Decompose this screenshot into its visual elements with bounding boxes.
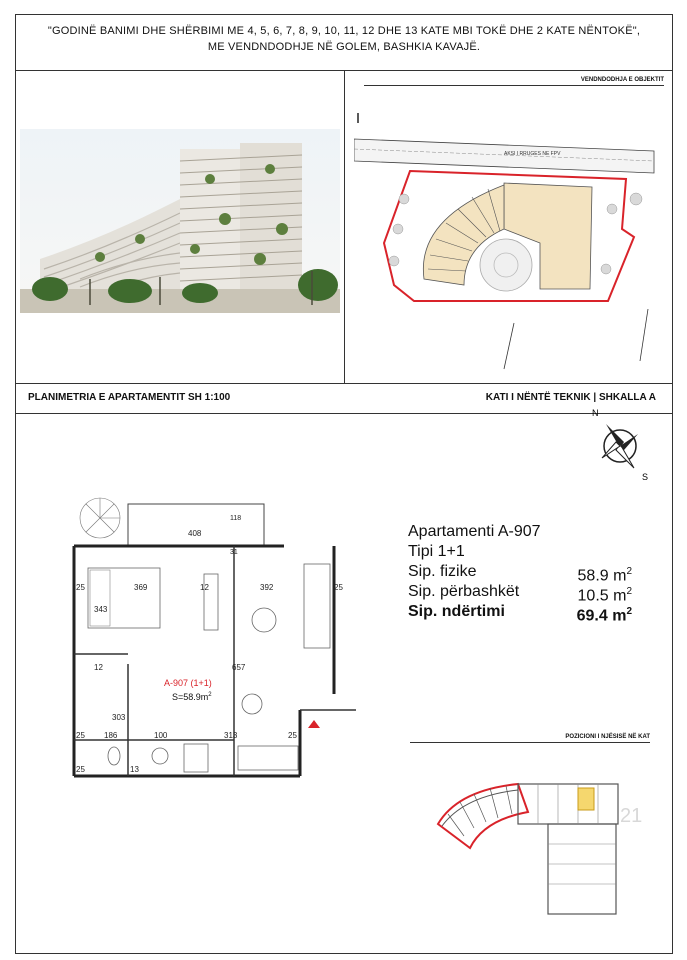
header-line-2: ME VENDNDODHJE NË GOLEM, BASHKIA KAVAJË. — [207, 41, 481, 53]
dim-label: 25 — [288, 731, 297, 740]
dim-label: 25 — [76, 583, 85, 592]
location-title: VENDNDODHJA E OBJEKTIT — [364, 77, 664, 86]
location-panel — [354, 71, 670, 379]
site-plan — [354, 79, 670, 379]
watermark-text: 21 — [620, 805, 643, 827]
area-label: Sip. ndërtimi — [408, 603, 505, 620]
compass-north: N — [592, 408, 599, 418]
area-label: Sip. përbashkët — [408, 583, 520, 600]
panel-divider — [344, 71, 345, 383]
header-line-1: "GODINË BANIMI DHE SHËRBIMI ME 4, 5, 6, 7, 8, 9, 10, 11, 12 DHE 13 KATE MBI TOKË DHE 2 KATE NËNTOKË", — [47, 25, 641, 37]
dim-label: 186 — [104, 731, 118, 740]
project-header — [16, 15, 672, 71]
area-value: 69.4 $m^2$ — [576, 606, 632, 625]
area-value: 58.9 $m^2$ — [577, 566, 632, 585]
dim-label: 31 — [230, 549, 238, 556]
north-arrow-icon — [580, 402, 660, 482]
highlighted-unit — [578, 788, 594, 810]
apartment-info — [408, 522, 644, 625]
position-title: POZICIONI I NJËSISË NË KAT — [410, 734, 650, 743]
road-label: AKSI I RRUGES NE FPV — [504, 151, 561, 157]
area-row-common — [408, 582, 644, 605]
area-row-built — [408, 602, 644, 625]
apartment-floor-plan — [64, 494, 364, 784]
key-plan — [398, 744, 654, 930]
area-row-physical — [408, 562, 644, 585]
dim-label: 303 — [112, 713, 126, 722]
dim-label: 369 — [134, 583, 148, 592]
unit-label: A-907 (1+1) — [164, 678, 212, 688]
dim-label: 25 — [76, 731, 85, 740]
apartment-name: Apartamenti A-907 — [408, 523, 541, 540]
dim-label: 313 — [224, 731, 238, 740]
dim-label: 392 — [260, 583, 274, 592]
dim-label: 13 — [130, 765, 139, 774]
dim-label: 12 — [94, 663, 103, 672]
dim-label: 118 — [230, 515, 242, 522]
apartment-type: Tipi 1+1 — [408, 543, 465, 560]
area-label: Sip. fizike — [408, 563, 477, 580]
unit-area-label: $S=58.9m^2$ — [172, 692, 212, 702]
dim-label: 343 — [94, 605, 108, 614]
top-panels — [16, 71, 672, 384]
dim-label: 100 — [154, 731, 168, 740]
position-panel — [398, 730, 654, 930]
compass-south: S — [642, 472, 649, 482]
plan-scale-title: PLANIMETRIA E APARTAMENTIT SH 1:100 — [28, 392, 231, 403]
dim-label: 657 — [232, 663, 246, 672]
dim-label: 408 — [188, 529, 202, 538]
dim-label: 25 — [76, 765, 85, 774]
section-bar — [16, 383, 672, 414]
area-value: 10.5 $m^2$ — [577, 586, 632, 605]
dim-label: 12 — [200, 583, 209, 592]
floor-title: KATI I NËNTË TEKNIK | SHKALLA A — [485, 392, 656, 403]
dim-label: 25 — [334, 583, 343, 592]
building-rendering — [20, 129, 340, 313]
